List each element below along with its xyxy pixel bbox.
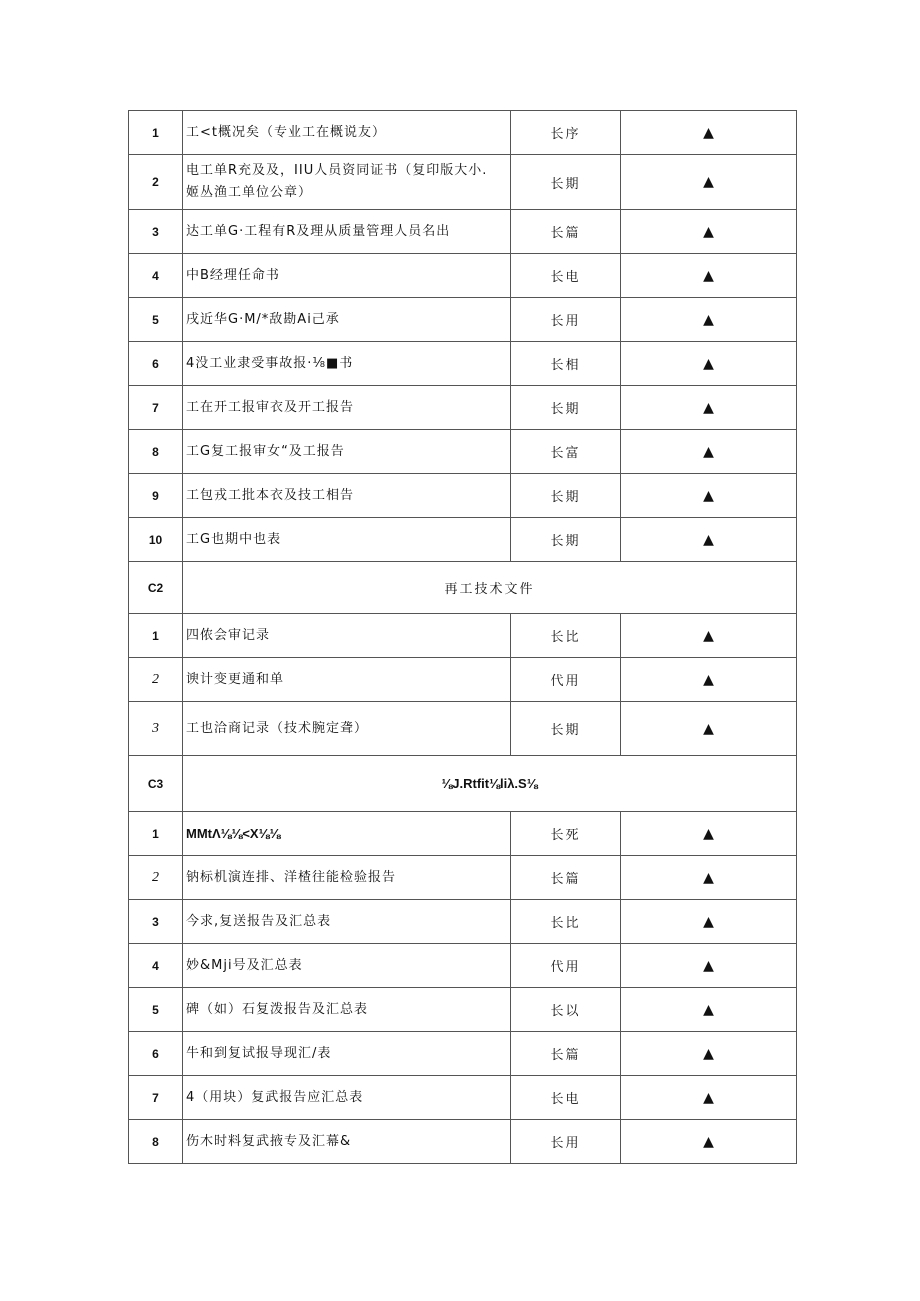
- retention-term: 长期: [511, 474, 621, 518]
- row-name: 4（用块）复武报告应汇总表: [183, 1076, 511, 1120]
- section-title: ⅛J.Rtfit⅛liλ.S⅛: [183, 756, 797, 812]
- row-number: 10: [129, 518, 183, 562]
- row-name: 中B经理任命书: [183, 254, 511, 298]
- retention-term: 长电: [511, 1076, 621, 1120]
- triangle-mark: ▲: [621, 474, 797, 518]
- triangle-mark: ▲: [621, 386, 797, 430]
- row-name: 工在开工报审衣及开工报告: [183, 386, 511, 430]
- retention-term: 长用: [511, 298, 621, 342]
- retention-term: 长以: [511, 988, 621, 1032]
- retention-term: 长篇: [511, 210, 621, 254]
- retention-term: 长相: [511, 342, 621, 386]
- table-row: [129, 944, 797, 988]
- row-name: 妙&Mji号及汇总表: [183, 944, 511, 988]
- table-row: [129, 155, 797, 210]
- row-number: 5: [129, 988, 183, 1032]
- triangle-mark: ▲: [621, 812, 797, 856]
- row-number: 1: [129, 111, 183, 155]
- table-row: [129, 900, 797, 944]
- table-row: [129, 342, 797, 386]
- retention-term: 长用: [511, 1120, 621, 1164]
- table-row: [129, 1076, 797, 1120]
- triangle-mark: ▲: [621, 1032, 797, 1076]
- triangle-mark: ▲: [621, 342, 797, 386]
- retention-term: 长比: [511, 614, 621, 658]
- row-name: 戌近华G·M/*敌勘Ai己承: [183, 298, 511, 342]
- retention-term: 长期: [511, 155, 621, 210]
- retention-term: 长期: [511, 386, 621, 430]
- table-row: [129, 254, 797, 298]
- triangle-mark: ▲: [621, 1120, 797, 1164]
- triangle-mark: ▲: [621, 518, 797, 562]
- row-name: 谀计变更通和单: [183, 658, 511, 702]
- row-number: 6: [129, 1032, 183, 1076]
- triangle-mark: ▲: [621, 155, 797, 210]
- row-name: MMtΛ⅛⅛<X⅛⅛: [183, 812, 511, 856]
- retention-term: 长篇: [511, 1032, 621, 1076]
- row-number: 7: [129, 1076, 183, 1120]
- triangle-mark: ▲: [621, 614, 797, 658]
- row-number: 8: [129, 1120, 183, 1164]
- row-number: 2: [129, 856, 183, 900]
- section-header-row: [129, 562, 797, 614]
- triangle-mark: ▲: [621, 210, 797, 254]
- row-name: 达工单G·工程有R及理从质量管理人员名出: [183, 210, 511, 254]
- row-number: 8: [129, 430, 183, 474]
- table-row: [129, 812, 797, 856]
- triangle-mark: ▲: [621, 944, 797, 988]
- table-row: [129, 614, 797, 658]
- table-row: [129, 518, 797, 562]
- row-name: 四侬会审记录: [183, 614, 511, 658]
- row-name: 今求,复送报告及汇总表: [183, 900, 511, 944]
- triangle-mark: ▲: [621, 111, 797, 155]
- row-name: 4没工业隶受事故报·⅛■书: [183, 342, 511, 386]
- table-row: [129, 1120, 797, 1164]
- row-name: 碑（如）石复泼报告及汇总表: [183, 988, 511, 1032]
- table-row: [129, 988, 797, 1032]
- row-number: 3: [129, 900, 183, 944]
- retention-term: 代用: [511, 658, 621, 702]
- table-row: [129, 1032, 797, 1076]
- triangle-mark: ▲: [621, 702, 797, 756]
- triangle-mark: ▲: [621, 430, 797, 474]
- section-code: C3: [129, 756, 183, 812]
- row-number: 6: [129, 342, 183, 386]
- row-number: 3: [129, 210, 183, 254]
- row-number: 7: [129, 386, 183, 430]
- section-title: 再工技术文件: [183, 562, 797, 614]
- row-name: 电工单R充及及，IIU人员资同证书（复印版大小. 姬丛渔工单位公章）: [183, 155, 511, 210]
- row-number: 5: [129, 298, 183, 342]
- table-row: [129, 658, 797, 702]
- row-name: 工G复工报审女“及工报告: [183, 430, 511, 474]
- retention-term: 长期: [511, 702, 621, 756]
- row-name: 钠标机演连排、洋楂往能检验报告: [183, 856, 511, 900]
- table-row: [129, 702, 797, 756]
- row-number: 4: [129, 254, 183, 298]
- row-name: 工也洽商记录（技术腕定聋）: [183, 702, 511, 756]
- retention-term: 长电: [511, 254, 621, 298]
- triangle-mark: ▲: [621, 900, 797, 944]
- triangle-mark: ▲: [621, 658, 797, 702]
- retention-term: 长富: [511, 430, 621, 474]
- row-number: 4: [129, 944, 183, 988]
- triangle-mark: ▲: [621, 856, 797, 900]
- table-row: [129, 298, 797, 342]
- row-name: 工包戎工批本衣及技工相告: [183, 474, 511, 518]
- retention-term: 长期: [511, 518, 621, 562]
- row-number: 3: [129, 702, 183, 756]
- row-number: 2: [129, 658, 183, 702]
- table-row: [129, 210, 797, 254]
- triangle-mark: ▲: [621, 298, 797, 342]
- table-row: [129, 856, 797, 900]
- retention-term: 长死: [511, 812, 621, 856]
- row-name: 伤木时料复武掖专及汇幕&: [183, 1120, 511, 1164]
- section-header-row: [129, 756, 797, 812]
- row-number: 9: [129, 474, 183, 518]
- table-row: [129, 474, 797, 518]
- triangle-mark: ▲: [621, 1076, 797, 1120]
- row-number: 1: [129, 812, 183, 856]
- retention-term: 长比: [511, 900, 621, 944]
- section-code: C2: [129, 562, 183, 614]
- retention-term: 长序: [511, 111, 621, 155]
- table-row: [129, 386, 797, 430]
- table-row: [129, 111, 797, 155]
- triangle-mark: ▲: [621, 988, 797, 1032]
- row-number: 1: [129, 614, 183, 658]
- retention-term: 长篇: [511, 856, 621, 900]
- table-row: [129, 430, 797, 474]
- row-name: 工G也期中也表: [183, 518, 511, 562]
- row-name: 牛和到复试报导现汇/表: [183, 1032, 511, 1076]
- archive-table: [128, 110, 797, 1164]
- triangle-mark: ▲: [621, 254, 797, 298]
- row-number: 2: [129, 155, 183, 210]
- row-name: 工<t概况矣（专业工在概说友）: [183, 111, 511, 155]
- retention-term: 代用: [511, 944, 621, 988]
